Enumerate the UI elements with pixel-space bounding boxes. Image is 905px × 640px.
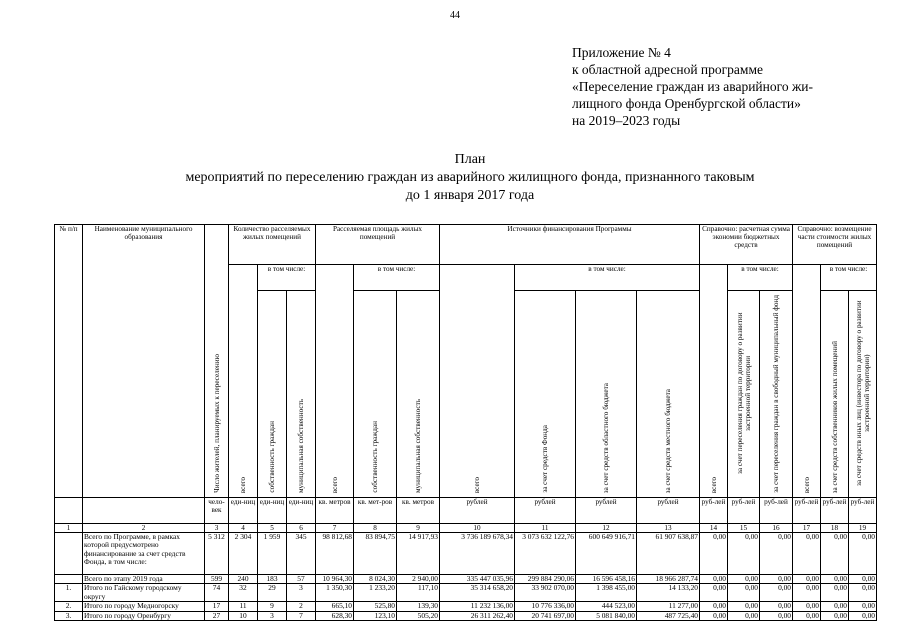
row-value: 0,00	[821, 575, 849, 584]
row-value: 11 277,00	[637, 602, 700, 611]
row-value: 14 133,20	[637, 584, 700, 602]
row-value: 0,00	[793, 602, 821, 611]
col-number: 10	[440, 524, 515, 533]
row-value: 0,00	[760, 533, 793, 575]
appendix-line: Приложение № 4	[572, 45, 671, 60]
row-value: 0,00	[700, 602, 728, 611]
row-value: 139,30	[397, 602, 440, 611]
hdr-count-citizens: собственность граждан	[258, 291, 287, 498]
row-number	[55, 575, 83, 584]
table-row	[55, 533, 877, 575]
hdr-econ-total: всего	[700, 265, 728, 498]
row-value: 0,00	[700, 611, 728, 620]
row-value: 0,00	[849, 575, 877, 584]
row-value: 29	[258, 584, 287, 602]
row-value: 0,00	[760, 575, 793, 584]
row-value: 240	[229, 575, 258, 584]
row-value: 83 894,75	[354, 533, 397, 575]
row-value: 0,00	[849, 602, 877, 611]
row-value: 600 649 916,71	[576, 533, 637, 575]
row-value: 74	[205, 584, 229, 602]
column-number-row	[55, 524, 877, 533]
hdr-reimb-investors: за счет средств иных лиц (инвестора по договору о развитии застроенной территории)	[849, 291, 877, 498]
row-value: 7	[287, 611, 316, 620]
row-value: 33 902 070,00	[515, 584, 576, 602]
hdr-count-group: Количество расселяемых жилых помещений	[229, 225, 316, 265]
hdr-municipality: Наименование муниципального образования	[83, 225, 205, 498]
unit-cell: еди-ниц	[229, 498, 258, 524]
row-value: 123,10	[354, 611, 397, 620]
row-value: 0,00	[760, 584, 793, 602]
row-value: 0,00	[760, 611, 793, 620]
appendix-line: «Переселение граждан из аварийного жи-	[572, 79, 813, 94]
row-value: 98 812,68	[316, 533, 354, 575]
hdr-area-total: всего	[316, 265, 354, 498]
unit-cell: кв. метров	[316, 498, 354, 524]
col-number: 2	[83, 524, 205, 533]
row-value: 487 725,40	[637, 611, 700, 620]
row-value: 1 398 455,00	[576, 584, 637, 602]
row-value: 183	[258, 575, 287, 584]
row-value: 10 776 336,00	[515, 602, 576, 611]
row-value: 0,00	[700, 575, 728, 584]
row-value: 11	[229, 602, 258, 611]
row-value: 3	[287, 584, 316, 602]
hdr-area-incl: в том числе:	[354, 265, 440, 291]
row-name: Итого по городу Оренбургу	[83, 611, 205, 620]
unit-cell: рублей	[576, 498, 637, 524]
unit-cell: рублей	[637, 498, 700, 524]
row-name: Всего по этапу 2019 года	[83, 575, 205, 584]
row-value: 1 350,30	[316, 584, 354, 602]
col-number: 7	[316, 524, 354, 533]
appendix-line: лищного фонда Оренбургской области»	[572, 96, 801, 111]
unit-cell	[55, 498, 83, 524]
row-name: Всего по Программе, в рамках которой предусмотрено финансирование за счет средств Фонда, в том числе:	[83, 533, 205, 575]
row-value: 444 523,00	[576, 602, 637, 611]
table-row	[55, 584, 877, 602]
row-value: 0,00	[728, 611, 760, 620]
row-name: Итого по городу Медногорску	[83, 602, 205, 611]
row-value: 505,20	[397, 611, 440, 620]
col-number: 19	[849, 524, 877, 533]
table-row	[55, 611, 877, 620]
hdr-residents: Число жителей, планируемых к переселению	[205, 225, 229, 498]
col-number: 9	[397, 524, 440, 533]
unit-cell: рублей	[440, 498, 515, 524]
row-value: 0,00	[821, 602, 849, 611]
unit-cell: еди-ниц	[258, 498, 287, 524]
col-number: 12	[576, 524, 637, 533]
row-value: 10	[229, 611, 258, 620]
hdr-econ-development: за счет переселения граждан по договору о развитии застроенной территории	[728, 291, 760, 498]
unit-cell: руб-лей	[760, 498, 793, 524]
table-row	[55, 575, 877, 584]
col-number: 18	[821, 524, 849, 533]
row-value: 0,00	[793, 533, 821, 575]
row-value: 16 596 458,16	[576, 575, 637, 584]
hdr-econ-free-fund: за счет переселения граждан в свободный муниципальный фонд	[760, 291, 793, 498]
unit-cell: кв. мет-ров	[354, 498, 397, 524]
row-value: 628,30	[316, 611, 354, 620]
hdr-fin-incl: в том числе:	[515, 265, 700, 291]
row-number: 3.	[55, 611, 83, 620]
col-number: 16	[760, 524, 793, 533]
table-row	[55, 602, 877, 611]
row-value: 0,00	[849, 611, 877, 620]
row-value: 17	[205, 602, 229, 611]
hdr-reimb-owners: за счет средств собственников жилых помещений	[821, 291, 849, 498]
row-value: 2 304	[229, 533, 258, 575]
appendix-line: на 2019–2023 годы	[572, 113, 681, 128]
hdr-area-municipal: муниципальная собственность	[397, 291, 440, 498]
row-value: 0,00	[728, 584, 760, 602]
title-date: до 1 января 2017 года	[405, 188, 535, 203]
row-value: 0,00	[821, 533, 849, 575]
page-number: 44	[450, 10, 460, 21]
unit-cell	[83, 498, 205, 524]
hdr-number: № п/п	[55, 225, 83, 498]
unit-cell: рублей	[515, 498, 576, 524]
row-value: 35 314 658,20	[440, 584, 515, 602]
appendix-block	[572, 44, 813, 129]
row-value: 20 741 697,00	[515, 611, 576, 620]
row-value: 599	[205, 575, 229, 584]
unit-cell: руб-лей	[700, 498, 728, 524]
col-number: 1	[55, 524, 83, 533]
row-value: 14 917,93	[397, 533, 440, 575]
row-value: 9	[258, 602, 287, 611]
unit-cell: кв. метров	[397, 498, 440, 524]
col-number: 11	[515, 524, 576, 533]
table-body	[55, 533, 877, 621]
col-number: 3	[205, 524, 229, 533]
row-value: 2	[287, 602, 316, 611]
row-value: 0,00	[700, 533, 728, 575]
row-value: 32	[229, 584, 258, 602]
row-value: 117,10	[397, 584, 440, 602]
row-value: 0,00	[700, 584, 728, 602]
hdr-area-group: Расселяемая площадь жилых помещений	[316, 225, 440, 265]
row-value: 10 964,30	[316, 575, 354, 584]
row-value: 3	[258, 611, 287, 620]
row-value: 0,00	[849, 533, 877, 575]
col-number: 17	[793, 524, 821, 533]
row-value: 0,00	[728, 533, 760, 575]
row-value: 525,80	[354, 602, 397, 611]
row-value: 57	[287, 575, 316, 584]
row-value: 5 312	[205, 533, 229, 575]
col-number: 5	[258, 524, 287, 533]
row-value: 0,00	[760, 602, 793, 611]
row-value: 1 959	[258, 533, 287, 575]
row-value: 3 073 632 122,76	[515, 533, 576, 575]
hdr-count-incl: в том числе:	[258, 265, 316, 291]
row-value: 0,00	[728, 575, 760, 584]
row-value: 1 233,20	[354, 584, 397, 602]
row-value: 335 447 035,96	[440, 575, 515, 584]
hdr-fin-fund: за счет средств Фонда	[515, 291, 576, 498]
plan-table	[54, 224, 877, 621]
title-plan: План	[454, 152, 486, 167]
row-value: 0,00	[793, 584, 821, 602]
row-value: 2 940,00	[397, 575, 440, 584]
row-value: 299 884 290,06	[515, 575, 576, 584]
hdr-count-municipal: муниципальная собственность	[287, 291, 316, 498]
row-value: 26 311 262,40	[440, 611, 515, 620]
row-value: 0,00	[821, 611, 849, 620]
row-value: 3 736 189 678,34	[440, 533, 515, 575]
unit-cell: руб-лей	[849, 498, 877, 524]
hdr-area-citizens: собственность граждан	[354, 291, 397, 498]
row-value: 0,00	[793, 575, 821, 584]
hdr-fin-regional: за счет средств областного бюджета	[576, 291, 637, 498]
col-number: 8	[354, 524, 397, 533]
row-value: 5 081 840,00	[576, 611, 637, 620]
row-number: 1.	[55, 584, 83, 602]
row-value: 0,00	[849, 584, 877, 602]
row-value: 8 024,30	[354, 575, 397, 584]
unit-cell: руб-лей	[821, 498, 849, 524]
title-subject: мероприятий по переселению граждан из аварийного жилищного фонда, признанного таковым	[185, 170, 755, 185]
hdr-financing-group: Источники финансирования Программы	[440, 225, 700, 265]
row-number	[55, 533, 83, 575]
row-value: 18 966 287,74	[637, 575, 700, 584]
row-value: 61 907 638,87	[637, 533, 700, 575]
col-number: 4	[229, 524, 258, 533]
appendix-line: к областной адресной программе	[572, 62, 763, 77]
hdr-reimbursement-group: Справочно: возмещение части стоимости жилых помещений	[793, 225, 877, 265]
row-value: 345	[287, 533, 316, 575]
col-number: 15	[728, 524, 760, 533]
unit-cell: чело-век	[205, 498, 229, 524]
row-value: 0,00	[728, 602, 760, 611]
hdr-count-total: всего	[229, 265, 258, 498]
col-number: 14	[700, 524, 728, 533]
hdr-fin-total: всего	[440, 265, 515, 498]
row-value: 11 232 136,00	[440, 602, 515, 611]
units-row	[55, 498, 877, 524]
col-number: 6	[287, 524, 316, 533]
hdr-reimb-total: всего	[793, 265, 821, 498]
unit-cell: руб-лей	[793, 498, 821, 524]
row-value: 665,10	[316, 602, 354, 611]
hdr-reimb-incl: в том числе:	[821, 265, 877, 291]
row-value: 0,00	[821, 584, 849, 602]
hdr-econ-incl: в том числе:	[728, 265, 793, 291]
row-number: 2.	[55, 602, 83, 611]
hdr-economy-group: Справочно: расчетная сумма экономии бюджетных средств	[700, 225, 793, 265]
row-name: Итого по Гайскому городскому округу	[83, 584, 205, 602]
unit-cell: руб-лей	[728, 498, 760, 524]
hdr-fin-local: за счет средств местного бюджета	[637, 291, 700, 498]
row-value: 0,00	[793, 611, 821, 620]
col-number: 13	[637, 524, 700, 533]
row-value: 27	[205, 611, 229, 620]
unit-cell: еди-ниц	[287, 498, 316, 524]
